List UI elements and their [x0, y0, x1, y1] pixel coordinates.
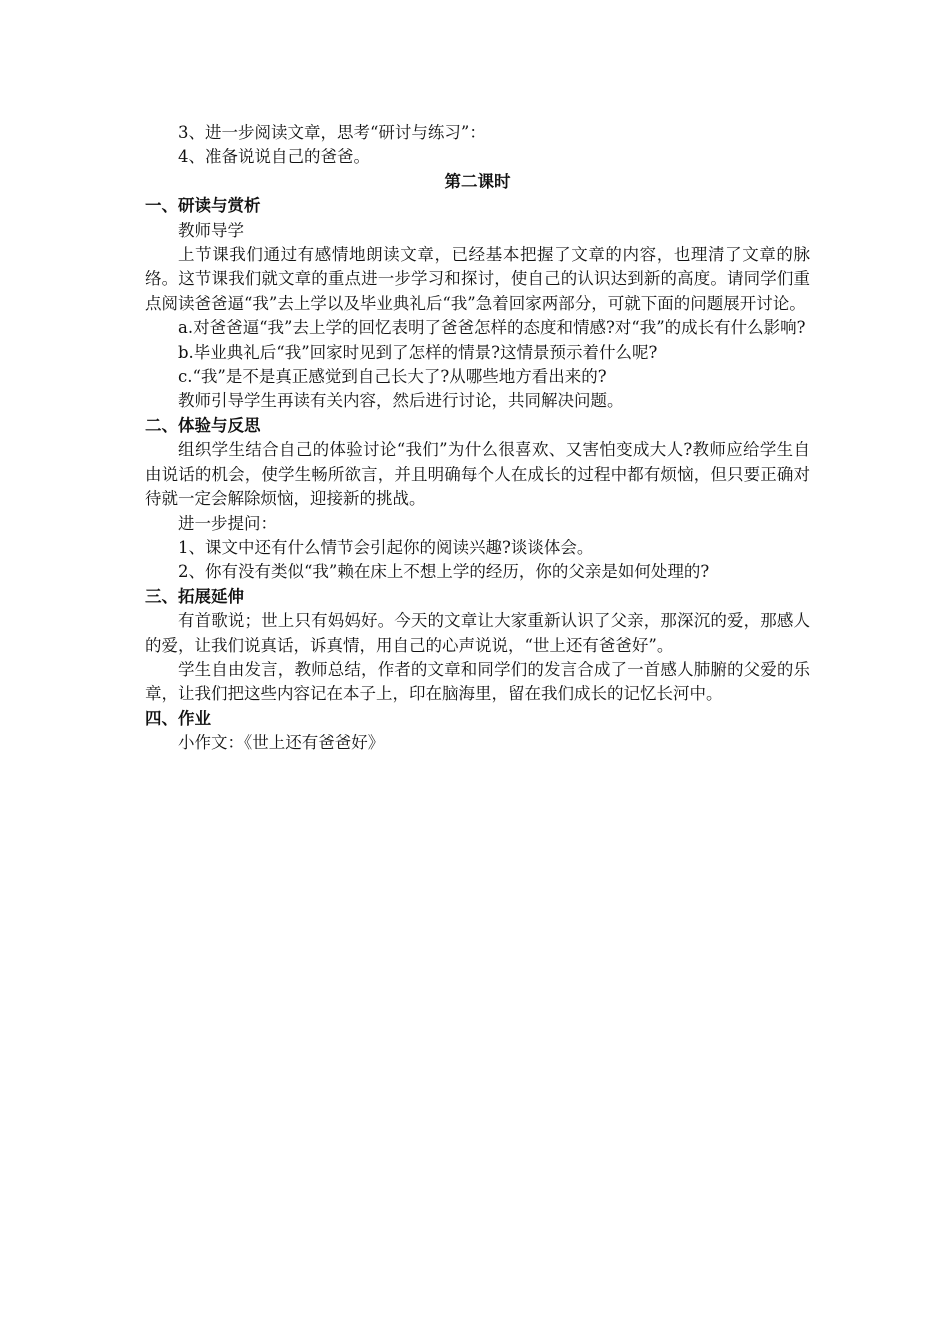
paragraph: 学生自由发言，教师总结，作者的文章和同学们的发言合成了一首感人肺腑的父爱的乐章，让我们把这些内容记在本子上，印在脑海里，留在我们成长的记忆长河中。 [145, 659, 810, 704]
paragraph-question-c: c.“我”是不是真正感觉到自己长大了?从哪些地方看出来的? [178, 367, 607, 387]
section-heading-1: 一、研读与赏析 [145, 196, 261, 216]
paragraph: 有首歌说；世上只有妈妈好。今天的文章让大家重新认识了父亲，那深沉的爱，那感人的爱，让我们说真话，诉真情，用自己的心声说说，“世上还有爸爸好”。 [145, 611, 810, 655]
paragraph-homework: 小作文：《世上还有爸爸好》 [178, 733, 385, 753]
paragraph-step-4: 4、准备说说自己的爸爸。 [178, 147, 370, 167]
paragraph-question-b: b.毕业典礼后“我”回家时见到了怎样的情景?这情景预示着什么呢? [178, 342, 658, 362]
paragraph: 组织学生结合自己的体验讨论“我们”为什么很喜欢、又害怕变成大人?教师应给学生自由说话的机会，使学生畅所欲言，并且明确每个人在成长的过程中都有烦恼，但只要正确对待就一定会解除烦恼，迎接新的挑战。 [145, 440, 810, 509]
document-page [145, 121, 810, 756]
paragraph-question-1: 1、课文中还有什么情节会引起你的阅读兴趣?谈谈体会。 [178, 537, 594, 557]
section-heading-3: 三、拓展延伸 [145, 586, 244, 606]
paragraph: 进一步提问： [178, 513, 277, 533]
paragraph-question-a: a.对爸爸逼“我”去上学的回忆表明了爸爸怎样的态度和情感?对“我”的成长有什么影响? [178, 318, 806, 338]
paragraph-question-2: 2、你有没有类似“我”赖在床上不想上学的经历，你的父亲是如何处理的? [178, 562, 710, 582]
lesson-title: 第二课时 [444, 171, 511, 191]
paragraph: 上节课我们通过有感情地朗读文章，已经基本把握了文章的内容，也理清了文章的脉络。这节课我们就文章的重点进一步学习和探讨，使自己的认识达到新的高度。请同学们重点阅读爸爸逼“我”去上学以及毕业典礼后“我”急着回家两部分，可就下面的问题展开讨论。 [145, 245, 810, 313]
paragraph-step-3: 3、进一步阅读文章，思考“研讨与练习”： [178, 123, 486, 142]
section-heading-4: 四、作业 [145, 708, 211, 728]
paragraph: 教师导学 [178, 220, 244, 240]
paragraph: 教师引导学生再读有关内容，然后进行讨论，共同解决问题。 [178, 391, 624, 411]
section-heading-2: 二、体验与反思 [145, 415, 261, 435]
